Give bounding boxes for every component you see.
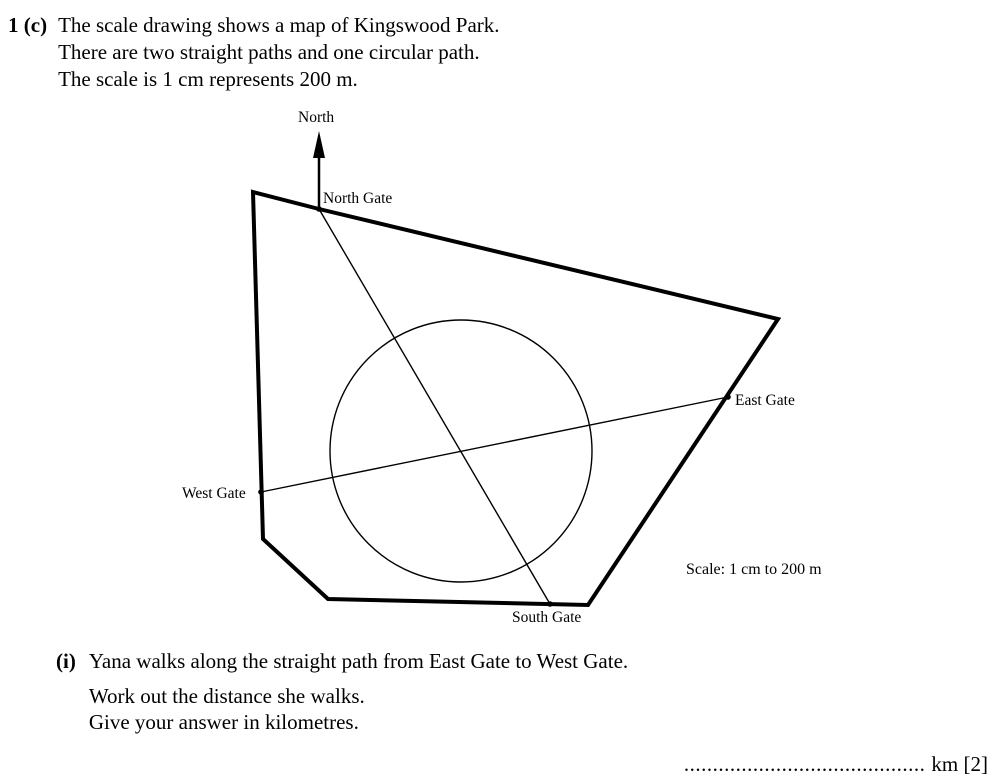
park-boundary [253, 192, 778, 605]
question-line-2: There are two straight paths and one circular path. [58, 40, 480, 64]
question-line-1: The scale drawing shows a map of Kingswood Park. [58, 13, 500, 37]
subquestion-text [89, 648, 628, 735]
path-north-gate-to-south-gate [319, 209, 550, 604]
answer-line [684, 752, 988, 777]
north-label: North [298, 109, 335, 126]
question-number: 1 (c) [8, 13, 48, 37]
subquestion-line-1: Yana walks along the straight path from East Gate to West Gate. [88, 649, 629, 673]
subquestion-line-3: Give your answer in kilometres. [88, 710, 359, 734]
east-gate-dot [725, 394, 731, 400]
question-line-3: The scale is 1 cm represents 200 m. [58, 67, 358, 91]
south-gate-dot [547, 601, 553, 607]
north-arrow-icon [313, 131, 325, 158]
subquestion-number: (i) [56, 649, 76, 673]
east-gate-label: East Gate [735, 392, 795, 409]
answer-dots: .......................................... [683, 752, 926, 776]
north-gate-label: North Gate [323, 190, 393, 207]
path-west-gate-to-east-gate [261, 397, 728, 492]
answer-unit-and-marks: km [2] [931, 752, 988, 776]
scale-note: Scale: 1 cm to 200 m [686, 561, 822, 578]
west-gate-dot [258, 489, 264, 495]
north-gate-dot [316, 206, 322, 212]
west-gate-label: West Gate [182, 485, 246, 502]
subquestion [56, 648, 628, 735]
subquestion-line-2: Work out the distance she walks. [88, 684, 365, 708]
south-gate-label: South Gate [512, 609, 582, 626]
